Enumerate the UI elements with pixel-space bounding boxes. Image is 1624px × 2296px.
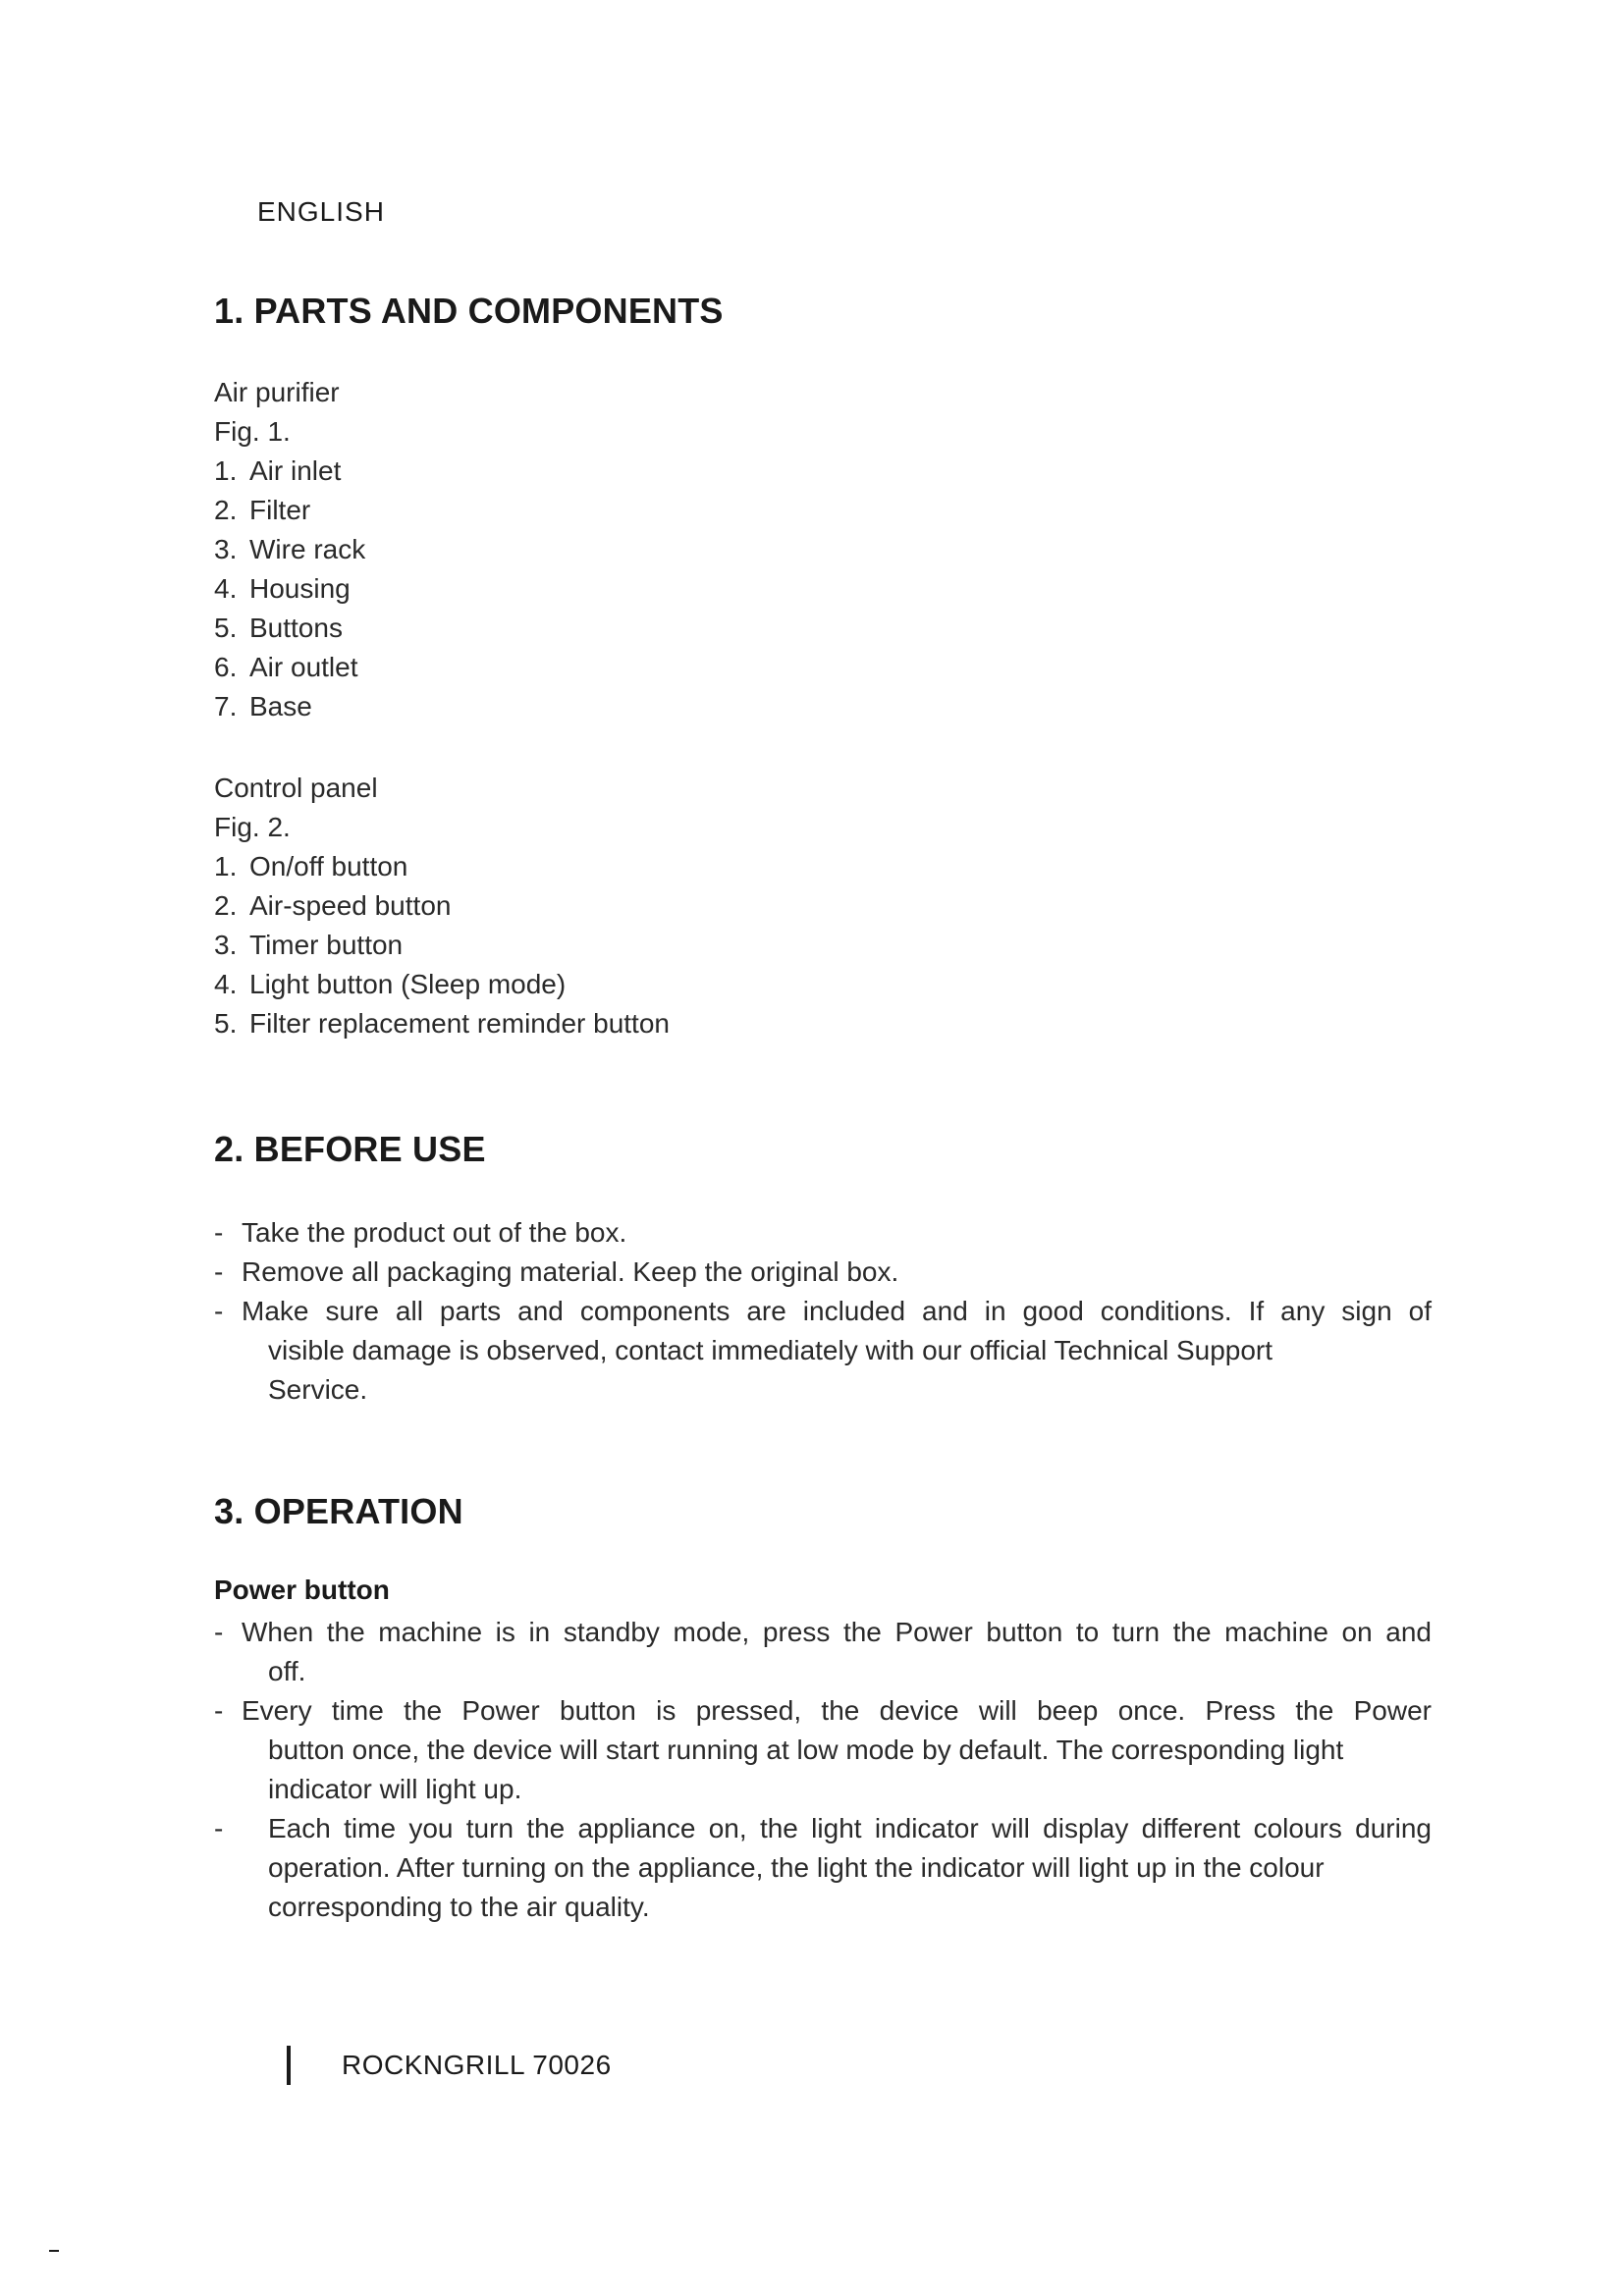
dash-bullet: - (214, 1695, 224, 1726)
power-button-instructions (214, 1613, 1432, 1927)
list-item (214, 648, 365, 687)
list-item (214, 1253, 1432, 1292)
list-item (214, 1613, 1432, 1691)
list-label: Air inlet (249, 455, 342, 486)
list-label: Buttons (249, 613, 343, 643)
fig-2-label: Fig. 2. (214, 812, 291, 842)
list-number: 4. (214, 573, 238, 604)
list-label: Wire rack (249, 534, 366, 564)
list-label: Filter replacement reminder button (249, 1008, 670, 1039)
section-heading-parts: 1. PARTS AND COMPONENTS (214, 291, 724, 331)
bullet-text: When the machine is in standby mode, press the Power button to turn the machine on and (242, 1617, 1432, 1647)
list-item (214, 965, 670, 1004)
list-item (214, 569, 365, 609)
list-number: 2. (214, 890, 238, 921)
bullet-text-continued: off. (268, 1656, 306, 1686)
list-item (214, 452, 365, 491)
list-number: 1. (214, 455, 238, 486)
page-footer (287, 2046, 612, 2085)
dash-bullet: - (214, 1813, 224, 1843)
list-item (214, 886, 670, 926)
bullet-text: Make sure all parts and components are included and in good conditions. If any sign of (242, 1296, 1432, 1326)
list-item (214, 1809, 1432, 1927)
section-heading-operation: 3. OPERATION (214, 1491, 463, 1531)
list-item (214, 847, 670, 886)
bullet-text: Remove all packaging material. Keep the original box. (242, 1256, 899, 1287)
bullet-text-continued: operation. After turning on the appliance, the light the indicator will light up in the colour (268, 1852, 1325, 1883)
list-item (214, 687, 365, 726)
list-number: 7. (214, 691, 238, 721)
fig-1-label: Fig. 1. (214, 416, 291, 447)
list-label: On/off button (249, 851, 408, 881)
list-item (214, 1213, 1432, 1253)
list-label: Air outlet (249, 652, 358, 682)
control-panel-parts (214, 769, 670, 1043)
list-number: 1. (214, 851, 238, 881)
dash-bullet: - (214, 1617, 224, 1647)
before-use-list (214, 1213, 1432, 1410)
dash-bullet: - (214, 1256, 224, 1287)
bullet-text-continued: Service. (268, 1374, 368, 1405)
air-purifier-parts-list (214, 452, 365, 726)
power-button-list (214, 1613, 1432, 1927)
air-purifier-parts (214, 373, 365, 726)
list-label: Base (249, 691, 312, 721)
page-edge-mark (49, 2250, 59, 2252)
control-panel-parts-list (214, 847, 670, 1043)
air-purifier-title: Air purifier (214, 377, 340, 407)
dash-bullet: - (214, 1296, 224, 1326)
bullet-text: Every time the Power button is pressed, the device will beep once. Press the Power (242, 1695, 1432, 1726)
list-number: 2. (214, 495, 238, 525)
bullet-text: Take the product out of the box. (242, 1217, 627, 1248)
footer-model-name: ROCKNGRILL 70026 (342, 2050, 612, 2080)
bullet-text-continued: button once, the device will start running at low mode by default. The corresponding light (268, 1735, 1344, 1765)
list-label: Timer button (249, 930, 404, 960)
bullet-text: Each time you turn the appliance on, the light indicator will display different colours during (268, 1813, 1432, 1843)
list-number: 4. (214, 969, 238, 999)
before-use-steps (214, 1213, 1432, 1410)
list-number: 3. (214, 534, 238, 564)
list-label: Filter (249, 495, 311, 525)
bullet-text-continued: corresponding to the air quality. (268, 1892, 650, 1922)
dash-bullet: - (214, 1217, 224, 1248)
list-label: Air-speed button (249, 890, 452, 921)
list-label: Housing (249, 573, 351, 604)
section-heading-before-use: 2. BEFORE USE (214, 1129, 486, 1169)
list-item (214, 926, 670, 965)
bullet-text-continued: indicator will light up. (268, 1774, 522, 1804)
list-number: 6. (214, 652, 238, 682)
footer-divider (287, 2046, 291, 2085)
bullet-text-continued: visible damage is observed, contact immediately with our official Technical Support (268, 1335, 1273, 1365)
list-item (214, 1004, 670, 1043)
control-panel-title: Control panel (214, 773, 378, 803)
list-item (214, 491, 365, 530)
language-label: ENGLISH (257, 196, 385, 227)
list-item (214, 530, 365, 569)
list-label: Light button (Sleep mode) (249, 969, 567, 999)
power-button-subheading: Power button (214, 1575, 390, 1605)
list-number: 5. (214, 1008, 238, 1039)
list-number: 3. (214, 930, 238, 960)
list-item (214, 1691, 1432, 1809)
list-number: 5. (214, 613, 238, 643)
list-item (214, 1292, 1432, 1410)
list-item (214, 609, 365, 648)
